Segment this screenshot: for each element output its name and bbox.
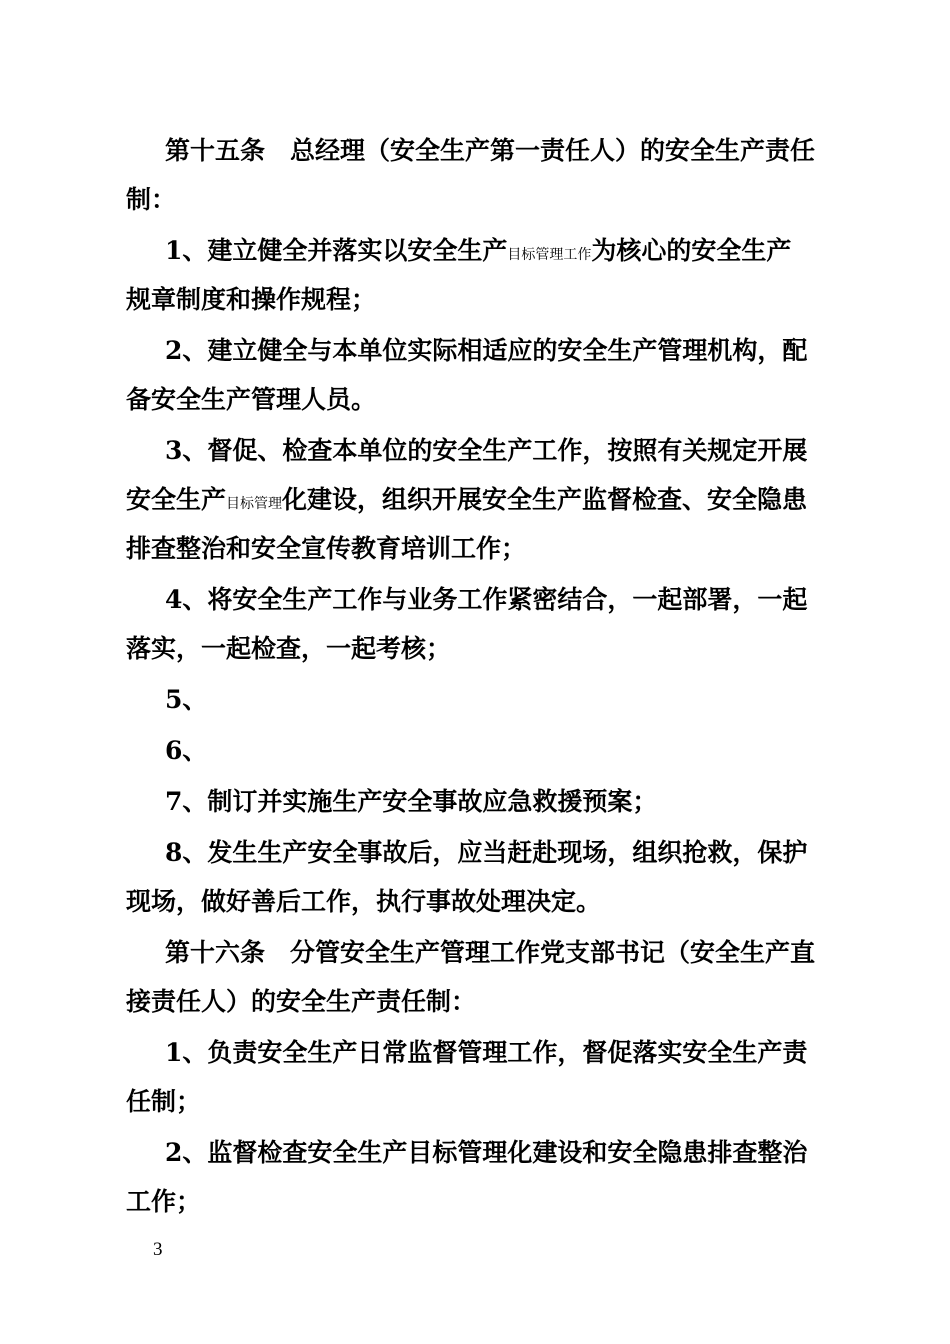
article-15-item-6: 6、	[165, 736, 208, 765]
item-1-text-a: 1、建立健全并落实以安全生产	[165, 236, 508, 265]
article-16-heading-continuation: 接责任人）的安全生产责任制：	[126, 987, 477, 1016]
article-16-heading: 第十六条 分管安全生产管理工作党支部书记（安全生产直	[165, 938, 816, 967]
article-16-item-2: 2、监督检查安全生产目标管理化建设和安全隐患排查整治	[165, 1138, 808, 1167]
article-16-item-1: 1、负责安全生产日常监督管理工作，督促落实安全生产责	[165, 1038, 808, 1067]
article-15-heading: 第十五条 总经理（安全生产第一责任人）的安全生产责任	[165, 136, 816, 165]
article-15-item-2-continuation: 备安全生产管理人员。	[126, 385, 377, 414]
article-16-item-2-continuation: 工作；	[126, 1187, 202, 1216]
article-15-heading-continuation: 制：	[126, 185, 177, 214]
item-1-text-b: 为核心的安全生产	[591, 236, 792, 265]
article-15-item-3-continuation-2: 排查整治和安全宣传教育培训工作；	[126, 534, 527, 563]
article-15-item-8-continuation: 现场，做好善后工作，执行事故处理决定。	[126, 887, 602, 916]
article-15-item-7: 7、制订并实施生产安全事故应急救援预案；	[165, 787, 658, 816]
article-15-item-4: 4、将安全生产工作与业务工作紧密结合，一起部署，一起	[165, 585, 808, 614]
article-15-item-3: 3、督促、检查本单位的安全生产工作，按照有关规定开展	[165, 436, 808, 465]
article-15-item-1	[126, 226, 836, 275]
article-15-item-4-continuation: 落实，一起检查，一起考核；	[126, 634, 452, 663]
article-15-item-2: 2、建立健全与本单位实际相适应的安全生产管理机构，配	[165, 336, 808, 365]
item-3-text-a: 安全生产	[126, 485, 227, 514]
page-number: 3	[153, 1239, 163, 1260]
article-15-item-8: 8、发生生产安全事故后，应当赶赴现场，组织抢救，保护	[165, 838, 808, 867]
article-16-item-1-continuation: 任制；	[126, 1087, 202, 1116]
item-3-text-b: 化建设，组织开展安全生产监督检查、安全隐患	[282, 485, 808, 514]
article-15-item-3-continuation	[126, 475, 836, 524]
document-body	[126, 126, 836, 1226]
item-3-small-text: 目标管理	[226, 496, 283, 512]
article-15-item-1-continuation: 规章制度和操作规程；	[126, 285, 377, 314]
article-15-item-5: 5、	[165, 685, 208, 714]
item-1-small-text: 目标管理工作	[507, 247, 592, 263]
